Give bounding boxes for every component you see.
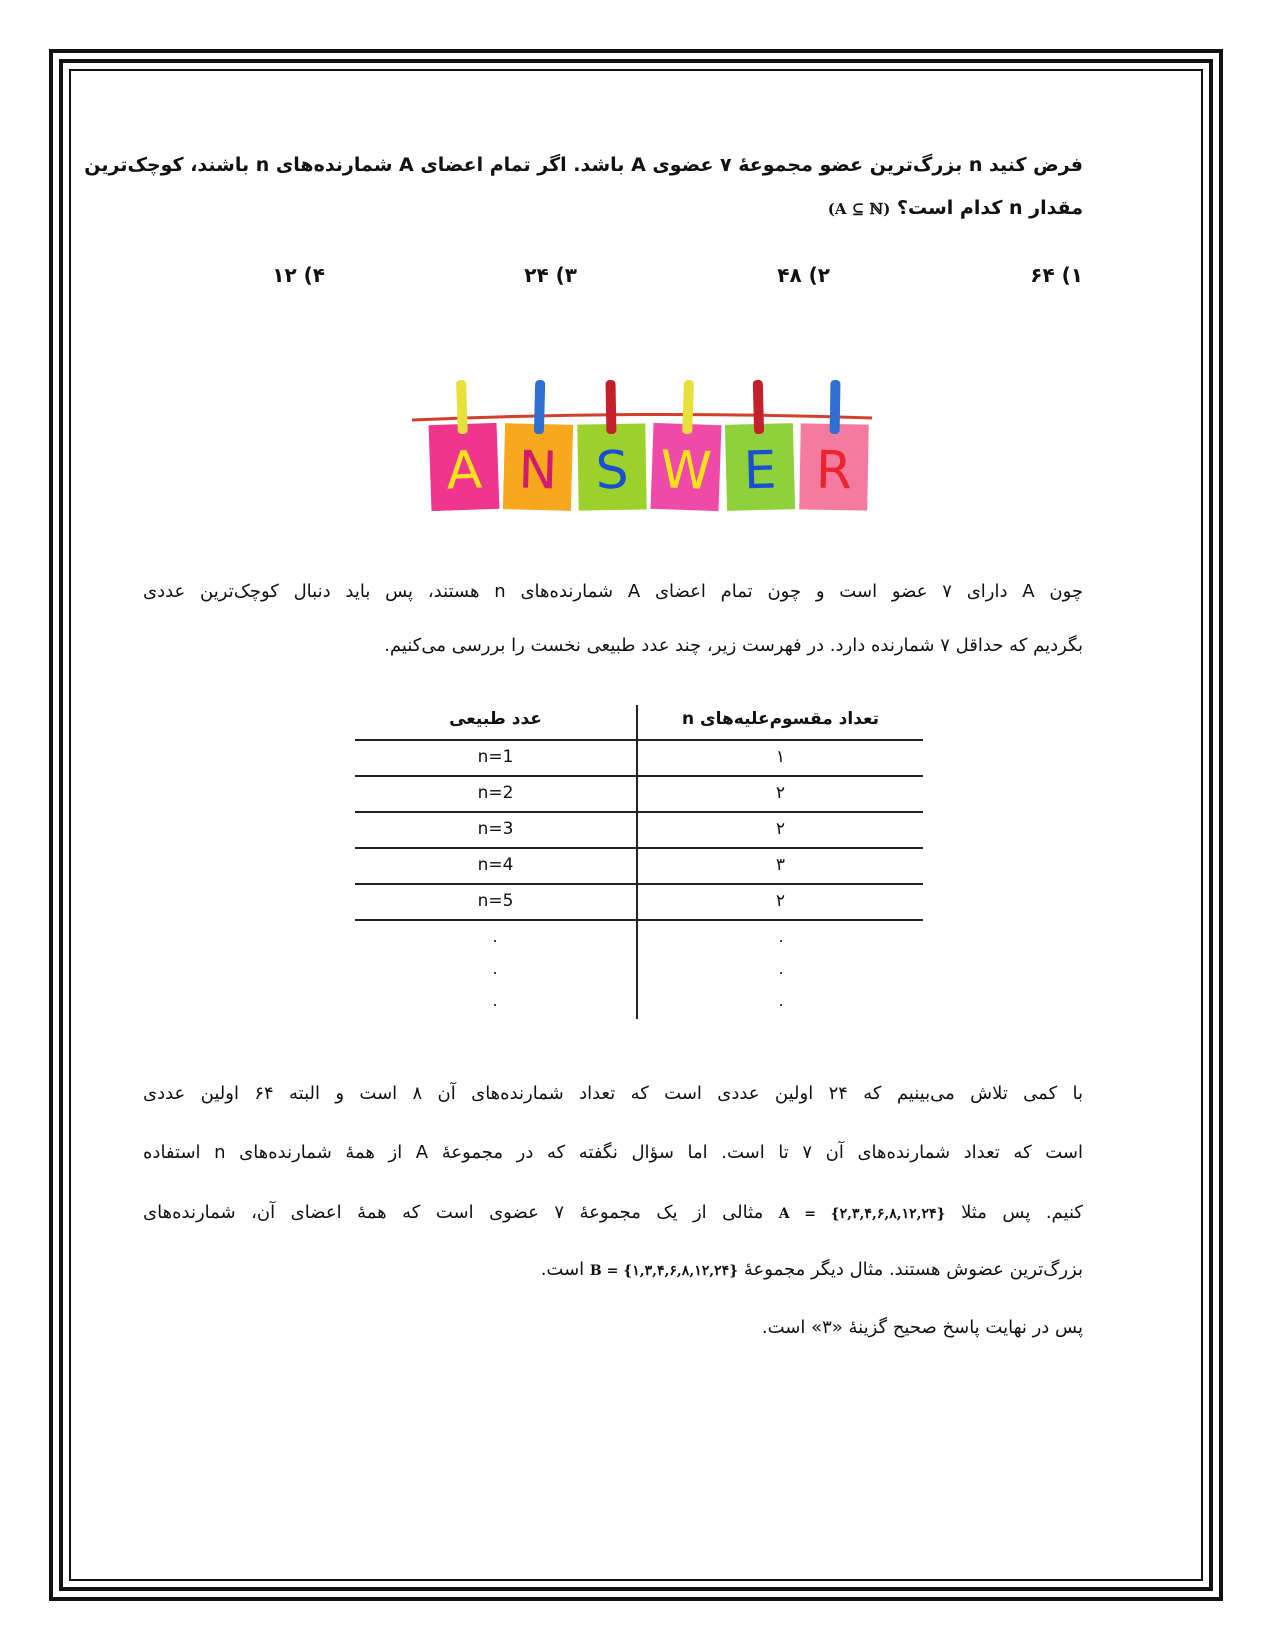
answer-letter: W [659,440,713,502]
clothespin [682,380,694,434]
question-line-1: فرض کنید n بزرگ‌ترین عضو مجموعهٔ ۷ عضوی A باشد. اگر تمام اعضای A شمارنده‌های n باشند، کوچک‌ترین [84,154,1083,176]
cell-n: n=1 [477,747,514,767]
explanation-line-2: بگردیم که حداقل ۷ شمارنده دارد. در فهرست زیر، چند عدد طبیعی نخست را بررسی می‌کنیم. [384,635,1083,656]
explanation-line-1: چون A دارای ۷ عضو است و چون تمام اعضای A شمارنده‌های n هستند، پس باید دنبال کوچک‌ترین عددی [143,581,1084,602]
clothespin [753,380,764,434]
table-row [355,741,923,775]
conclusion-line-3-end: مثالی از یک مجموعهٔ ۷ عضوی است که همهٔ اعضای آن، شمارنده‌های [143,1202,764,1223]
option-4: ۴) ۱۲ [272,263,325,287]
answer-banner [412,380,872,530]
ellipsis-dot: . [778,991,784,1010]
ellipsis-dot: . [492,927,498,946]
cell-n: n=5 [477,891,514,911]
table-rule [355,919,923,921]
final-answer-line: پس در نهایت پاسخ صحیح گزینهٔ «۳» است. [761,1317,1083,1338]
answer-card [576,380,646,511]
conclusion-line-3 [143,1198,1083,1229]
cell-n: n=2 [477,783,514,803]
answer-card [724,380,795,511]
cell-count: ۲ [775,783,786,803]
answer-letter: E [742,440,778,502]
conclusion-line-4-start: بزرگ‌ترین عضوش هستند. مثال دیگر مجموعهٔ [743,1259,1083,1280]
clothespin [456,380,468,434]
conclusion-line-3-start: کنیم. پس مثلا [961,1202,1083,1223]
conclusion-line-2: است که تعداد شمارنده‌های آن ۷ تا است. اما سؤال نگفته که در مجموعهٔ A از همهٔ شمارنده‌های n استفاده [143,1142,1083,1163]
clothespin [534,380,545,434]
header-divisor-count: تعداد مقسوم‌علیه‌های n [681,709,880,729]
cell-count: ۳ [775,855,786,875]
cell-count: ۲ [775,819,786,839]
answer-letter: N [517,440,559,502]
answer-card [651,380,723,511]
header-natural-number: عدد طبیعی [449,709,542,729]
ellipsis-dot: . [492,991,498,1010]
table-row [355,885,923,919]
clothespin [605,380,616,434]
answer-card [427,380,499,511]
table-header [355,705,923,737]
conclusion-line-1: با کمی تلاش می‌بینیم که ۲۴ اولین عددی است که تعداد شمارنده‌های آن ۸ است و البته ۶۴ اولین عددی [143,1083,1083,1104]
question-math-note: (A ⊆ ℕ) [827,200,891,218]
answer-letter: A [445,440,483,502]
answer-card [799,380,869,511]
answer-letter: R [815,440,853,502]
cell-count: ۱ [775,747,786,767]
answer-card [503,380,574,511]
option-1: ۱) ۶۴ [1030,263,1083,287]
table-row [355,777,923,811]
cell-n: n=4 [477,855,514,875]
conclusion-line-4 [143,1255,1083,1286]
option-3: ۳) ۲۴ [524,263,577,287]
answer-banner-graphic [412,380,872,530]
cell-n: n=3 [477,819,514,839]
ellipsis-dot: . [778,959,784,978]
table-row [355,813,923,847]
set-a: A = {۲,۳,۴,۶,۸,۱۲,۲۴} [778,1206,946,1222]
cell-count: ۲ [775,891,786,911]
answer-letter: S [595,440,630,502]
option-2: ۲) ۴۸ [777,263,830,287]
conclusion-line-4-end: است. [540,1259,585,1280]
clothespin [830,380,841,434]
table-row [355,849,923,883]
clothesline [412,414,872,420]
ellipsis-dot: . [778,927,784,946]
question-line-2-text: مقدار n کدام است؟ [896,197,1083,219]
question-line-2 [143,193,1083,224]
set-b: B = {۱,۳,۴,۶,۸,۱۲,۲۴} [589,1263,739,1279]
ellipsis-dot: . [492,959,498,978]
